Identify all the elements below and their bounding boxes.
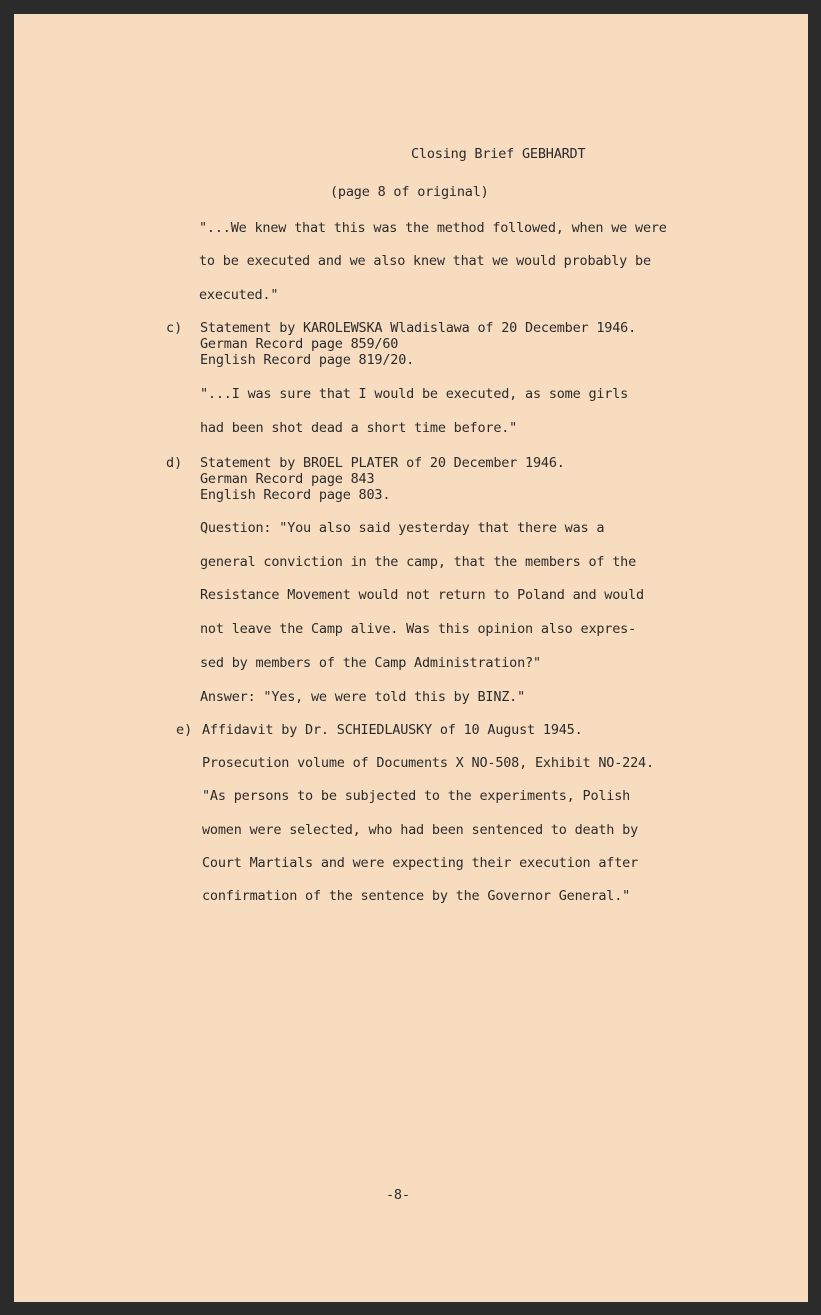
statement-heading: Statement by BROEL PLATER of 20 December 1946. xyxy=(200,455,565,471)
affidavit-line: Prosecution volume of Documents X NO-508, Exhibit NO-224. xyxy=(202,755,654,771)
testimony-line: Resistance Movement would not return to Poland and would xyxy=(200,587,644,603)
testimony-line: Question: "You also said yesterday that there was a xyxy=(200,520,605,536)
item-marker-e: e) xyxy=(176,722,193,738)
affidavit-line: "As persons to be subjected to the experiments, Polish xyxy=(202,788,631,804)
quote-line: executed." xyxy=(199,287,279,303)
testimony-line: not leave the Camp alive. Was this opinion also expres- xyxy=(200,621,637,637)
record-reference: English Record page 819/20. xyxy=(200,352,415,368)
document-page xyxy=(14,14,808,1302)
affidavit-heading: Affidavit by Dr. SCHIEDLAUSKY of 10 August 1945. xyxy=(202,722,583,738)
page-subtitle: (page 8 of original) xyxy=(330,184,489,200)
testimony-line: Answer: "Yes, we were told this by BINZ." xyxy=(200,689,526,705)
item-marker-c: c) xyxy=(166,320,183,336)
quote-line: to be executed and we also knew that we would probably be xyxy=(199,253,651,269)
quote-line: "...We knew that this was the method followed, when we were xyxy=(199,220,667,236)
record-reference: German Record page 843 xyxy=(200,471,375,487)
record-reference: English Record page 803. xyxy=(200,487,391,503)
page-number: -8- xyxy=(386,1187,410,1203)
affidavit-line: Court Martials and were expecting their execution after xyxy=(202,855,639,871)
affidavit-line: women were selected, who had been sentenced to death by xyxy=(202,822,639,838)
affidavit-line: confirmation of the sentence by the Governor General." xyxy=(202,888,631,904)
item-marker-d: d) xyxy=(166,455,183,471)
testimony-line: general conviction in the camp, that the members of the xyxy=(200,554,637,570)
testimony-line: sed by members of the Camp Administration?" xyxy=(200,655,541,671)
quote-line: "...I was sure that I would be executed, as some girls xyxy=(200,386,629,402)
record-reference: German Record page 859/60 xyxy=(200,336,399,352)
page-title: Closing Brief GEBHARDT xyxy=(411,146,586,162)
quote-line: had been shot dead a short time before." xyxy=(200,420,518,436)
statement-heading: Statement by KAROLEWSKA Wladislawa of 20 December 1946. xyxy=(200,320,637,336)
